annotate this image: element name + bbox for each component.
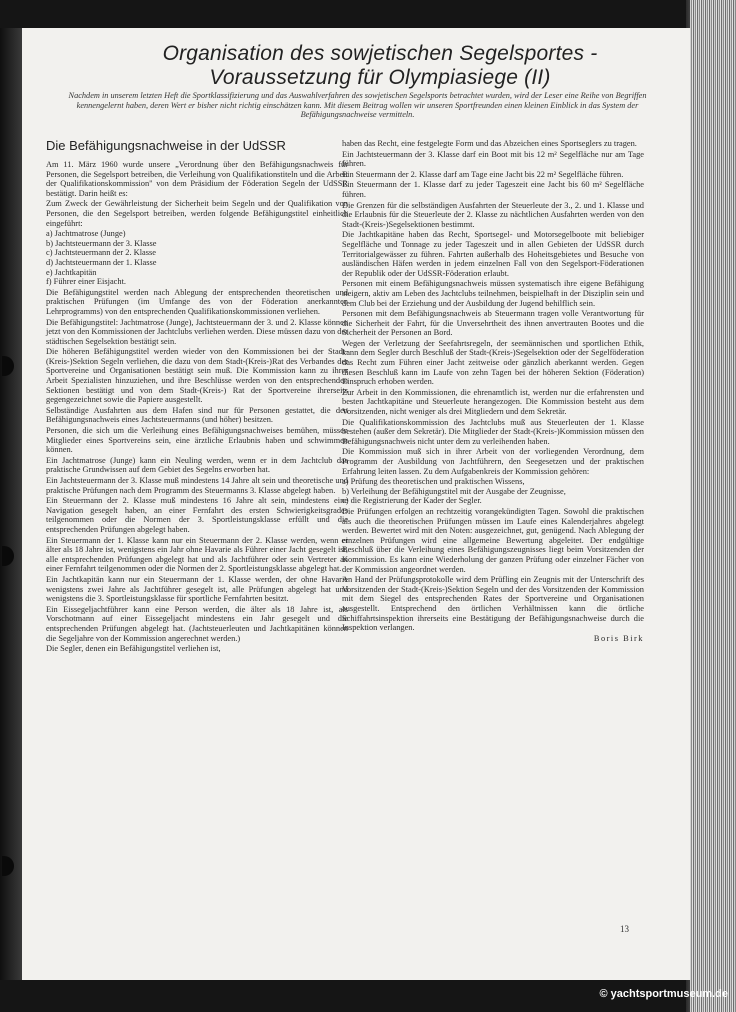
title-line-2: Voraussetzung für Olympiasiege (II): [209, 66, 551, 89]
section-heading: Die Befähigungsnachweise in der UdSSR: [46, 138, 286, 153]
paragraph: Personen mit dem Befähigungsnachweis ab Steuermann tragen volle Verantwortung für die Sicherheit der Fahrt, für die Unversehrtheit des ihnen anvertrauten Bootes und die Sicherheit der Personen an Bord.: [342, 309, 644, 338]
paragraph: Die Jachtkapitäne haben das Recht, Sportsegel- und Motorsegelboote mit beliebiger Segelfläche und Tonnage zu jeder Tageszeit und in allen Gebieten der UdSSR durch Territorialgewässer zu führen. Fahrten außerhalb des Hoheitsgebietes und Besuche von ausländischen Häfen werden in jedem einzelnen Fall von den Segelsport-Föderationen der Republik oder der UdSSR-Föderation erlaubt.: [342, 230, 644, 278]
list-item: a) Prüfung des theoretischen und praktischen Wissens,: [342, 477, 525, 487]
author-signature: Boris Birk: [593, 633, 644, 643]
paragraph: Selbständige Ausfahrten aus dem Hafen sind nur für Personen gestattet, die den Befähigungsnachweis eines Jachtsteuermanns (und höher) besitzen.: [46, 405, 348, 425]
paragraph: Ein Steuermann der 1. Klasse darf zu jeder Tageszeit eine Jacht bis 60 m² Segelfläche führen.: [342, 180, 644, 199]
paragraph: Die Prüfungen erfolgen an rechtzeitig vorangekündigten Tagen. Sowohl die praktischen als auch die theoretischen Prüfungen müssen im Laufe eines Kalenderjahres abgelegt werden. Bewertet wird mit den Noten: ausgezeichnet, gut, genügend. Nach Ablegung der einzelnen Prüfungen wird eine allgemeine Bewertung abgeleitet. Der endgültige Beschluß über die Verleihung eines Befähigungszeugnisses liegt beim Vorsitzenden der Kommission. Es kann eine Wiederholung der ganzen Prüfung oder einzelner Fächer von der Kommission angeordnet werden.: [342, 506, 644, 574]
paragraph: Die Qualifikationskommission des Jachtclubs muß aus Steuerleuten der 1. Klasse bestehen (außer dem Sekretär). Die Mitglieder der Stadt-(Kreis-)Kommission müssen den Befähigungsnachweis nicht unter dem zu verleihenden haben.: [342, 417, 644, 446]
column-right: [342, 139, 644, 644]
paragraph: Ein Eissegeljachtführer kann eine Person werden, die älter als 18 Jahre ist, als Vorschotmann auf einer Eissegeljacht mindestens ein Jahr gesegelt und die entsprechenden Prüfungen abgelegt hat. (Jachtsteuerleuten und Jachtkapitänen können die Segeljahre von der Kommission angerechnet werden.): [46, 604, 348, 643]
paragraph: Die Kommission muß sich in ihrer Arbeit von der vorliegenden Verordnung, dem Programm der Ausbildung von Jachtführern, den Seegesetzen und der praktischen Erfahrung leiten lassen. Zu dem Aufgabenkreis der Kommission gehören:: [342, 447, 644, 476]
paragraph: Ein Steuermann der 2. Klasse muß mindestens 16 Jahre alt sein, mindestens eine Navigation gesegelt haben, an einer Fernfahrt des ersten Schwierigkeitsgrades teilgenommen oder die Normen der 3. Sportleistungsklasse erfüllt und die entsprechenden Prüfungen abgelegt haben.: [46, 496, 348, 534]
paragraph: Zum Zweck der Gewährleistung der Sicherheit beim Segeln und der Qualifikation von Personen, die den Segelsport betreiben, werden folgende Befähigungstitel einheitlich eingeführt:: [46, 199, 348, 228]
list-item: b) Jachtsteuermann der 3. Klasse: [46, 238, 157, 248]
list-item: b) Verleihung der Befähigungstitel mit der Ausgabe der Zeugnisse,: [342, 486, 566, 496]
list-item: c) Jachtsteuermann der 2. Klasse: [46, 248, 156, 258]
list-item: e) Jachtkapitän: [46, 267, 97, 277]
duties-list: [342, 477, 644, 506]
paragraph: Die Befähigungstitel werden nach Ablegung der entsprechenden theoretischen und praktischen Prüfungen (im Umfange des von der Föderation anerkannten Lehrprogramms) von den entsprechenden Qualifikationskommissionen verliehen.: [46, 287, 348, 316]
magazine-page: [22, 28, 690, 980]
paragraph: Personen, die sich um die Verleihung eines Befähigungsnachweises bemühen, müssen Mitglieder eines Sportvereins sein, eine ärztliche Erlaubnis haben und schwimmen können.: [46, 426, 348, 455]
paragraph: Ein Jachtkapitän kann nur ein Steuermann der 1. Klasse werden, der ohne Havarie wenigstens zwei Jahre als Jachtführer gesegelt ist, alle Prüfungen abgelegt hat und wenigstens die 3. Sportleistungsklasse für sportliche Fernfahrten besitzt.: [46, 574, 348, 604]
page-number: 13: [620, 924, 629, 934]
list-item: d) Jachtsteuermann der 1. Klasse: [46, 257, 157, 267]
paragraph: Die höheren Befähigungstitel werden wieder von den Kommissionen bei der Stadt-(Kreis-)Sektion Segeln verliehen, die dazu von dem Stadt-(Kreis-)Rat des Verbandes der Sportvereine und Organisationen bestätigt sein muß. Die Kommission kann zu ihrer Arbeit Spezialisten hinzuziehen, und ihre Beschlüsse werden von den entsprechenden Sektionen bestätigt und von dem Stadt-(Kreis-) Rat der Sportvereine ihrerseits gegengezeichnet sowie die Papiere ausgestellt.: [46, 347, 348, 405]
paragraph: Die Segler, denen ein Befähigungstitel verliehen ist,: [46, 644, 221, 654]
paragraph: Ein Steuermann der 2. Klasse darf am Tage eine Jacht bis 22 m² Segelfläche führen.: [342, 169, 624, 179]
paragraph: Ein Steuermann der 1. Klasse kann nur ein Steuermann der 2. Klasse werden, wenn er älter als 18 Jahre ist, wenigstens ein Jahr ohne Havarie als Führer einer Jacht gesegelt ist, alle entsprechenden Prüfungen abgelegt hat und als Jachtführer oder sein Vertreter an einer Fernfahrt teilgenommen oder die Normen der 2. Sportleistungsklasse abgelegt hat.: [46, 535, 348, 574]
paragraph: Wegen der Verletzung der Seefahrtsregeln, der seemännischen und sportlichen Ethik, kann dem Segler durch Beschluß der Stadt-(Kreis-)Segelsektion oder der Segelföderation das Recht zum Führen einer Jacht zeitweise oder gänzlich aberkannt werden. Gegen diesen Beschluß kann im Laufe von zehn Tagen bei der höheren Sektion (Föderation) Einspruch erhoben werden.: [342, 338, 644, 387]
paragraph: Die Grenzen für die selbständigen Ausfahrten der Steuerleute der 3., 2. und 1. Klasse und die Erlaubnis für die Steuerleute der 2. Klasse zu nächtlichen Ausfahrten werden von den Stadt-(Kreis-)Segelsektionen bestimmt.: [342, 200, 644, 229]
page-stack-edges: [690, 0, 736, 1012]
paragraph: Ein Jachtmatrose (Junge) kann ein Neuling werden, wenn er in dem Jachtclub das praktische Grundwissen auf dem Gebiet des Segelns erworben hat.: [46, 455, 348, 475]
paragraph: Am 11. März 1960 wurde unsere „Verordnung über den Befähigungsnachweis für Personen, die Segelsport betreiben, die Verleihung von Qualifikationstiteln und die Arbeit der Qualifikationskommission" von dem Präsidium der Föderation Segeln der UdSSR bestätigt. Darin heißt es:: [46, 160, 348, 198]
paragraph: Zur Arbeit in den Kommissionen, die ehrenamtlich ist, werden nur die erfahrensten und besten Jachtkapitäne und Steuerleute herangezogen. Die Kommission besteht aus dem Vorsitzenden, nicht weniger als drei Mitgliedern und dem Sekretär.: [342, 387, 644, 417]
list-item: a) Jachtmatrose (Junge): [46, 229, 126, 239]
book-gutter: [0, 28, 22, 980]
titles-list: [46, 229, 348, 287]
paragraph: Ein Jachtsteuermann der 3. Klasse muß mindestens 14 Jahre alt sein und theoretische und praktische Prüfungen nach dem Programm des Steuermanns 3. Klasse abgelegt haben.: [46, 476, 348, 495]
title-line-1: Organisation des sowjetischen Segelsportes -: [162, 42, 598, 65]
paragraph: An Hand der Prüfungsprotokolle wird dem Prüfling ein Zeugnis mit der Unterschrift des Vorsitzenden der Stadt-(Kreis-)Sektion Segeln und der des Vorsitzenden der Kommission mit dem Siegel des entsprechenden Rates der Sportvereine und Organisationen ausgestellt. Entsprechend den örtlichen Verhältnissen kann die örtliche Schiffahrtsinspektion ihrerseits eine Bestätigung der Befähigungsnachweise durch die Inspektion verlangen.: [342, 575, 644, 633]
list-item: c) die Registrierung der Kader der Segler.: [342, 496, 482, 506]
paragraph: Personen mit einem Befähigungsnachweis müssen systematisch ihre eigene Befähigung steigern, aktiv am Leben des Jachtclubs teilnehmen, beispielhaft in der Disziplin sein und dem Club bei der Erziehung und der Ausbildung der Jugend behilflich sein.: [342, 279, 644, 308]
article-title: [100, 42, 660, 90]
paragraph: Die Befähigungstitel: Jachtmatrose (Junge), Jachtsteuermann der 3. und 2. Klasse können jetzt von den Kommissionen der Jachtclubs verliehen werden. Diese müssen dazu von der städtischen Segelsektion bestätigt sein.: [46, 317, 348, 346]
article-lead: Nachdem in unserem letzten Heft die Sportklassifizierung und das Auswahlverfahren des sowjetischen Segelsports betrachtet wurden, wird der Leser eine Reihe von Begriffen kennengelernt haben, deren Wert er bisher nicht richtig einschätzen kann. Mit diesem Beitrag wollen wir unseren Sportfreunden einen kleinen Einblick in das System der Befähigungsnachweise vermitteln.: [68, 91, 647, 120]
paragraph: Ein Jachtsteuermann der 3. Klasse darf ein Boot mit bis 12 m² Segelfläche nur am Tage führen.: [342, 149, 644, 169]
copyright-watermark: © yachtsportmuseum.de: [599, 988, 728, 1000]
column-left: [46, 139, 348, 655]
list-item: f) Führer einer Eisjacht.: [46, 277, 126, 287]
paragraph: haben das Recht, eine festgelegte Form und das Abzeichen eines Sportseglers zu tragen.: [342, 139, 637, 148]
